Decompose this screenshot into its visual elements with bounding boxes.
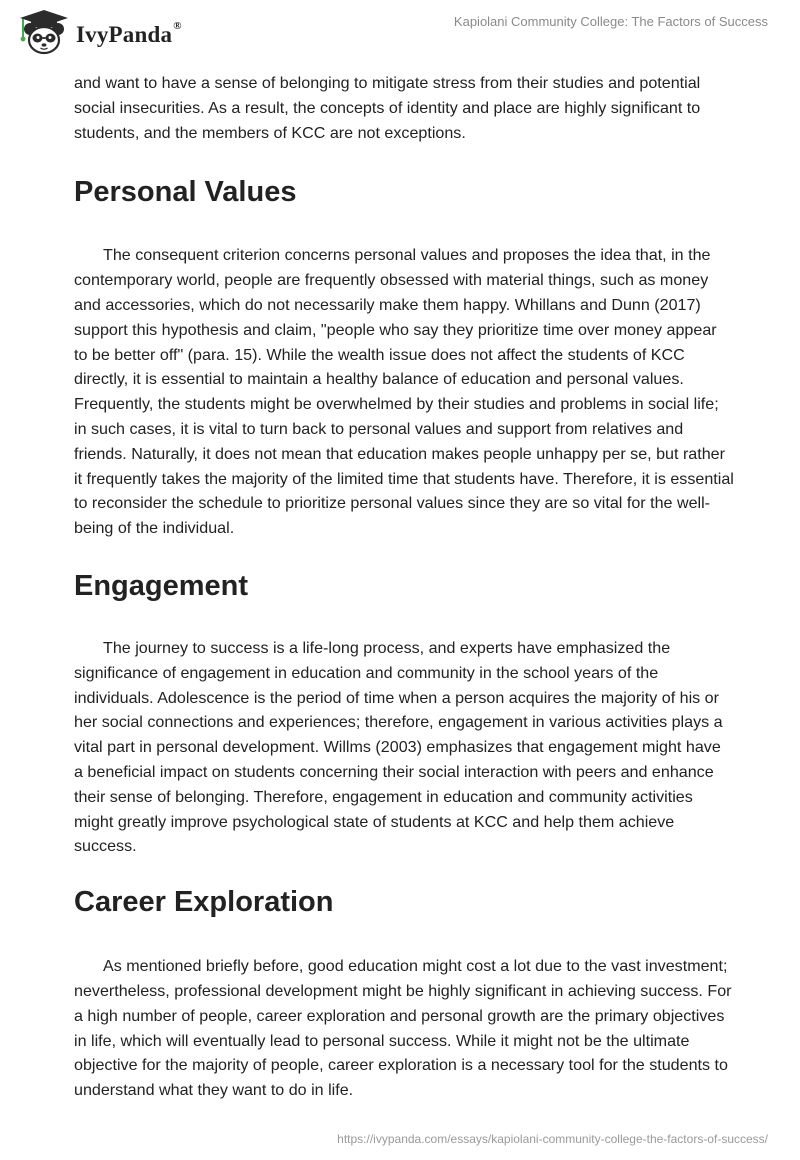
section-paragraph-career-exploration: As mentioned briefly before, good education might cost a lot due to the vast investment; nevertheless, professional development might be highly significant in achieving success. For a high number of people, career exploration and personal growth are the primary objectives in life, which will eventually lead to personal success. While it might not be the ultimate objective for the majority of people, career exploration is a necessary tool for the students to understand what they want to do in life. [74,957,732,1100]
essay-content [74,71,734,1103]
registered-mark: ® [173,20,182,32]
section-heading-personal-values: Personal Values [74,176,297,209]
section-paragraph-engagement: The journey to success is a life-long process, and experts have emphasized the significance of engagement in education and community in the school years of the individuals. Adolescence is the period of time when a person acquires the majority of his or her social connections and experiences; therefore, engagement in various activities plays a vital part in personal development. Willms (2003) emphasizes that engagement might have a beneficial impact on students concerning their social interaction with peers and enhance their sense of belonging. Therefore, engagement in education and community activities might greatly improve psychological state of students at KCC and help them achieve success. [74,638,723,856]
panda-graduate-icon [14,8,70,56]
section-paragraph-personal-values: The consequent criterion concerns personal values and proposes the idea that, in the contemporary world, people are frequently obsessed with material things, such as money and accessories, which do not necessarily make them happy. Whillans and Dunn (2017) support this hypothesis and claim, "people who say they prioritize time over money appear to be better off" (para. 15). While the wealth issue does not affect the students of KCC directly, it is essential to maintain a healthy balance of education and personal values. Frequently, the students might be overwhelmed by their studies and problems in social life; in such cases, it is vital to turn back to personal values and support from relatives and friends. Naturally, it does not mean that education makes people unhappy per se, but rather it frequently takes the majority of the limited time that students have. Therefore, it is essential to reconsider the schedule to prioritize personal values since they are so vital for the well-being of the individual. [74,246,734,538]
ivypanda-logo[interactable] [14,8,182,56]
section-heading-engagement: Engagement [74,569,249,602]
intro-paragraph: and want to have a sense of belonging to mitigate stress from their studies and potential social insecurities. As a result, the concepts of identity and place are highly significant to students, and the members of KCC are not exceptions. [74,74,701,142]
logo-wordmark [76,22,182,48]
logo-text: IvyPanda [76,22,173,47]
document-title: Kapiolani Community College: The Factors of Success [453,14,768,29]
page-header [0,0,800,70]
section-heading-career-exploration: Career Exploration [74,886,334,919]
source-url-link[interactable]: https://ivypanda.com/essays/kapiolani-community-college-the-factors-of-success/ [337,1132,768,1146]
